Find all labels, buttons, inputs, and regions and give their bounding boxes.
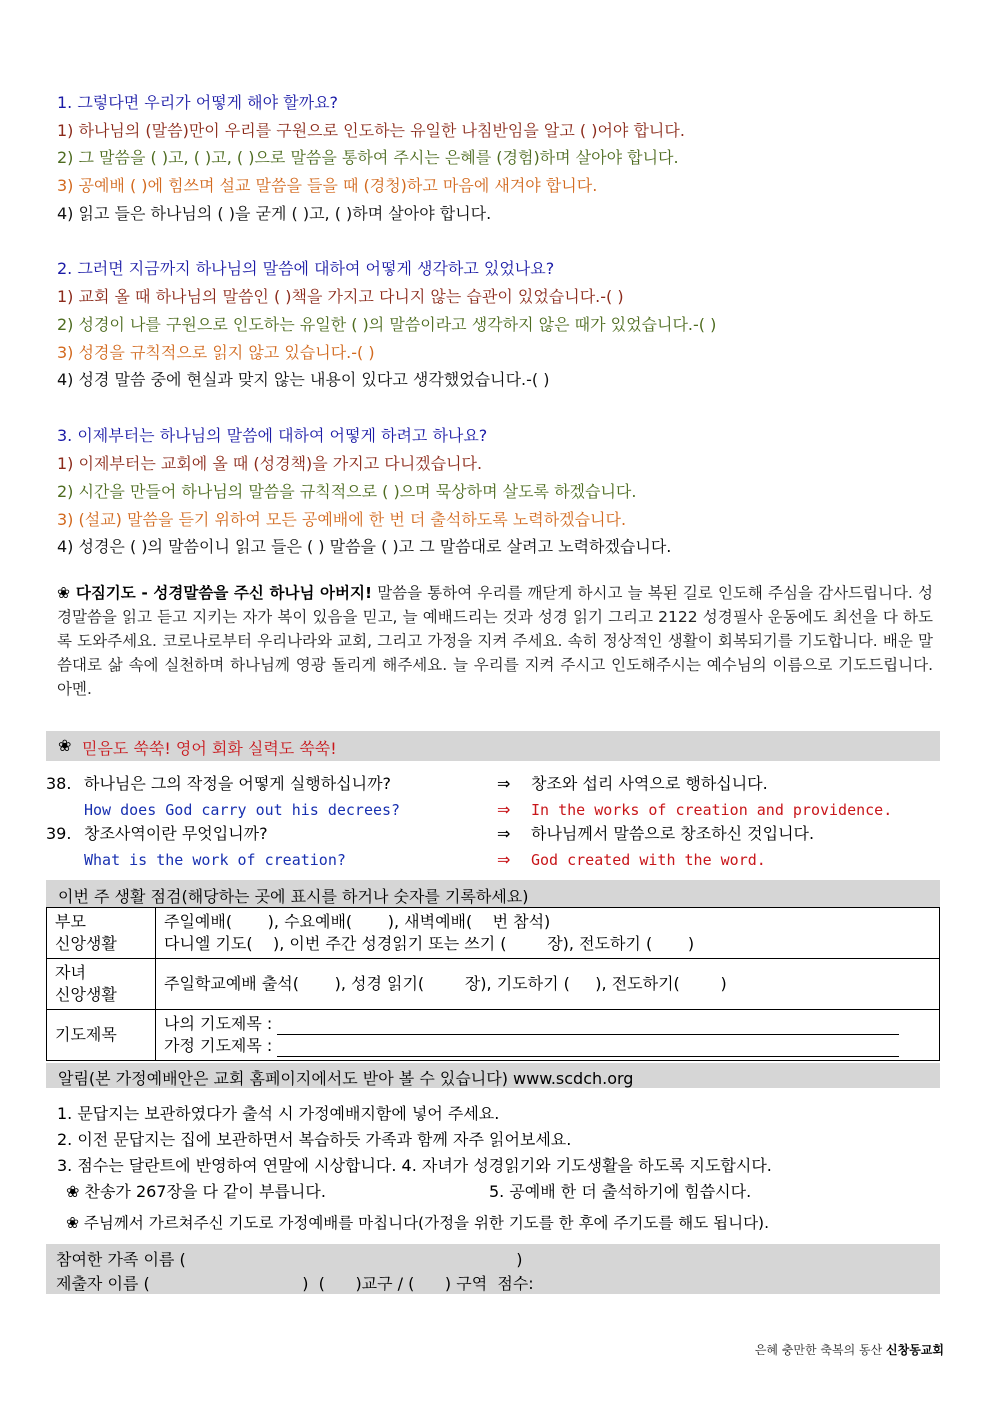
parent-line-1: 주일예배( ), 수요예배( ), 새벽예배( 번 참석) bbox=[164, 912, 551, 931]
arrow-icon: ⇒ bbox=[497, 850, 511, 869]
dedication-prayer bbox=[57, 581, 933, 701]
cat-answer-ko: 창조와 섭리 사역으로 행하십니다. bbox=[531, 774, 768, 793]
table-row bbox=[47, 959, 940, 1010]
cat-answer-ko: 하나님께서 말씀으로 창조하신 것입니다. bbox=[531, 824, 815, 843]
row-content[interactable] bbox=[156, 908, 940, 959]
prayer-lead: ❀ 다짐기도 - 성경말씀을 주신 하나님 아버지! bbox=[57, 584, 373, 602]
q3-item-1: 1) 이제부터는 교회에 올 때 (성경책)을 가지고 다니겠습니다. bbox=[57, 454, 483, 473]
q3-title: 3. 이제부터는 하나님의 말씀에 대하여 어떻게 하려고 하나요? bbox=[57, 426, 488, 445]
submission-box bbox=[46, 1244, 940, 1294]
cat-question-en: What is the work of creation? bbox=[84, 851, 346, 869]
q1-title: 1. 그렇다면 우리가 어떻게 해야 할까요? bbox=[57, 93, 339, 112]
motto-text: 은혜 충만한 축복의 동산 bbox=[754, 1343, 887, 1357]
row-content[interactable] bbox=[156, 1010, 940, 1061]
closing-note: ❀ 주님께서 가르쳐주신 기도로 가정예배를 마칩니다(가정을 위한 기도를 한 후에 주기도를 해도 됩니다). bbox=[66, 1214, 770, 1232]
cat-answer-en: God created with the word. bbox=[531, 851, 766, 869]
child-line-1: 주일학교예배 출석( ), 성경 읽기( 장), 기도하기 ( ), 전도하기( ) bbox=[164, 974, 727, 993]
q3-item-4: 4) 성경은 ( )의 말씀이니 읽고 들은 ( ) 말씀을 ( )고 그 말씀대로 살려고 노력하겠습니다. bbox=[57, 537, 672, 556]
my-prayer-field[interactable] bbox=[277, 1018, 899, 1035]
q2-item-3: 3) 성경을 규칙적으로 읽지 않고 있습니다.-( ) bbox=[57, 343, 375, 362]
my-prayer-label: 나의 기도제목 : bbox=[164, 1014, 273, 1033]
life-check-title: 이번 주 생활 점검(해당하는 곳에 표시를 하거나 숫자를 기록하세요) bbox=[58, 887, 529, 906]
cat-answer-en: In the works of creation and providence. bbox=[531, 801, 893, 819]
row-label: 기도제목 bbox=[47, 1010, 156, 1061]
q1-item-1: 1) 하나님의 (말씀)만이 우리를 구원으로 인도하는 유일한 나침반임을 알고 ( )어야 합니다. bbox=[57, 121, 685, 140]
life-check-table bbox=[46, 907, 940, 1061]
notice-3: 3. 점수는 달란트에 반영하여 연말에 시상합니다. 4. 자녀가 성경읽기와 기도생활을 하도록 지도합시다. bbox=[57, 1156, 772, 1175]
arrow-icon: ⇒ bbox=[497, 824, 511, 843]
cat-num: 38. bbox=[46, 774, 72, 793]
q3-item-2: 2) 시간을 만들어 하나님의 말씀을 규칙적으로 ( )으며 묵상하며 살도록 하겠습니다. bbox=[57, 482, 637, 501]
q2-item-2: 2) 성경이 나를 구원으로 인도하는 유일한 ( )의 말씀이라고 생각하지 않은 때가 있었습니다.-( ) bbox=[57, 315, 717, 334]
q3-item-3: 3) (설교) 말씀을 듣기 위하여 모든 공예배에 한 번 더 출석하도록 노력하겠습니다. bbox=[57, 510, 627, 529]
q1-item-4: 4) 읽고 들은 하나님의 ( )을 굳게 ( )고, ( )하며 살아야 합니다. bbox=[57, 204, 492, 223]
q2-item-1: 1) 교회 올 때 하나님의 말씀인 ( )책을 가지고 다니지 않는 습관이 있었습니다.-( ) bbox=[57, 287, 624, 306]
notice-header bbox=[46, 1063, 940, 1088]
notice-5: 5. 공예배 한 더 출석하기에 힘씁시다. bbox=[489, 1182, 752, 1201]
cat-question-en: How does God carry out his decrees? bbox=[84, 801, 401, 819]
footer-motto bbox=[755, 1341, 944, 1358]
row-content[interactable] bbox=[156, 959, 940, 1010]
arrow-icon: ⇒ bbox=[497, 800, 511, 819]
family-prayer-label: 가정 기도제목 : bbox=[164, 1036, 273, 1055]
notice-2: 2. 이전 문답지는 집에 보관하면서 복습하듯 가족과 함께 자주 읽어보세요. bbox=[57, 1130, 572, 1149]
row-label: 자녀 신앙생활 bbox=[47, 959, 156, 1010]
life-check-header bbox=[46, 880, 940, 907]
cat-num: 39. bbox=[46, 824, 72, 843]
notice-title: 알림(본 가정예배안은 교회 홈페이지에서도 받아 볼 수 있습니다) www.scdch.org bbox=[58, 1069, 634, 1088]
cat-question-ko: 창조사역이란 무엇입니까? bbox=[84, 824, 268, 843]
table-row bbox=[47, 1010, 940, 1061]
hymn-note: ❀ 찬송가 267장을 다 같이 부릅니다. bbox=[66, 1182, 326, 1201]
notice-1: 1. 문답지는 보관하였다가 출석 시 가정예배지함에 넣어 주세요. bbox=[57, 1104, 500, 1123]
q2-item-4: 4) 성경 말씀 중에 현실과 맞지 않는 내용이 있다고 생각했었습니다.-( ) bbox=[57, 370, 550, 389]
submitter-field[interactable]: 제출자 이름 ( ) ( )교구 / ( ) 구역 점수: bbox=[56, 1274, 534, 1293]
parent-line-2: 다니엘 기도( ), 이번 주간 성경읽기 또는 쓰기 ( 장), 전도하기 ( ) bbox=[164, 934, 695, 953]
prayer-body: 말씀을 통하여 우리를 깨닫게 하시고 늘 복된 길로 인도해 주심을 감사드립니다. 성경말씀을 읽고 듣고 지키는 자가 복이 있음을 믿고, 늘 예배드리는 것과 성경 읽기 그리고 2122 성경필사 운동에도 최선을 다 하도록 도와주세요. 코로나로부터 우리나라와 교회, 그리고 가정을 지켜 주세요. 속히 정상적인 생활이 회복되기를 기도합니다. 배운 말씀대로 삶 속에 실천하며 하나님께 영광 돌리게 해주세요. 늘 우리를 지켜 주시고 인도해주시는 예수님의 이름으로 기도드립니다. 아멘. bbox=[57, 584, 933, 698]
family-names-field[interactable]: 참여한 가족 이름 ( ) bbox=[56, 1250, 523, 1269]
arrow-icon: ⇒ bbox=[497, 774, 511, 793]
q1-item-3: 3) 공예배 ( )에 힘쓰며 설교 말씀을 들을 때 (경청)하고 마음에 새겨야 합니다. bbox=[57, 176, 598, 195]
flower-icon: ❀ bbox=[58, 736, 72, 755]
family-prayer-field[interactable] bbox=[277, 1040, 899, 1057]
row-label: 부모 신앙생활 bbox=[47, 908, 156, 959]
q1-item-2: 2) 그 말씀을 ( )고, ( )고, ( )으로 말씀을 통하여 주시는 은혜를 (경험)하며 살아야 합니다. bbox=[57, 148, 679, 167]
table-row bbox=[47, 908, 940, 959]
english-bar bbox=[46, 731, 940, 761]
q2-title: 2. 그러면 지금까지 하나님의 말씀에 대하여 어떻게 생각하고 있었나요? bbox=[57, 259, 555, 278]
english-bar-text: 믿음도 쑥쑥! 영어 회화 실력도 쑥쑥! bbox=[82, 739, 337, 758]
church-name: 신창동교회 bbox=[886, 1343, 944, 1357]
cat-question-ko: 하나님은 그의 작정을 어떻게 실행하십니까? bbox=[84, 774, 392, 793]
